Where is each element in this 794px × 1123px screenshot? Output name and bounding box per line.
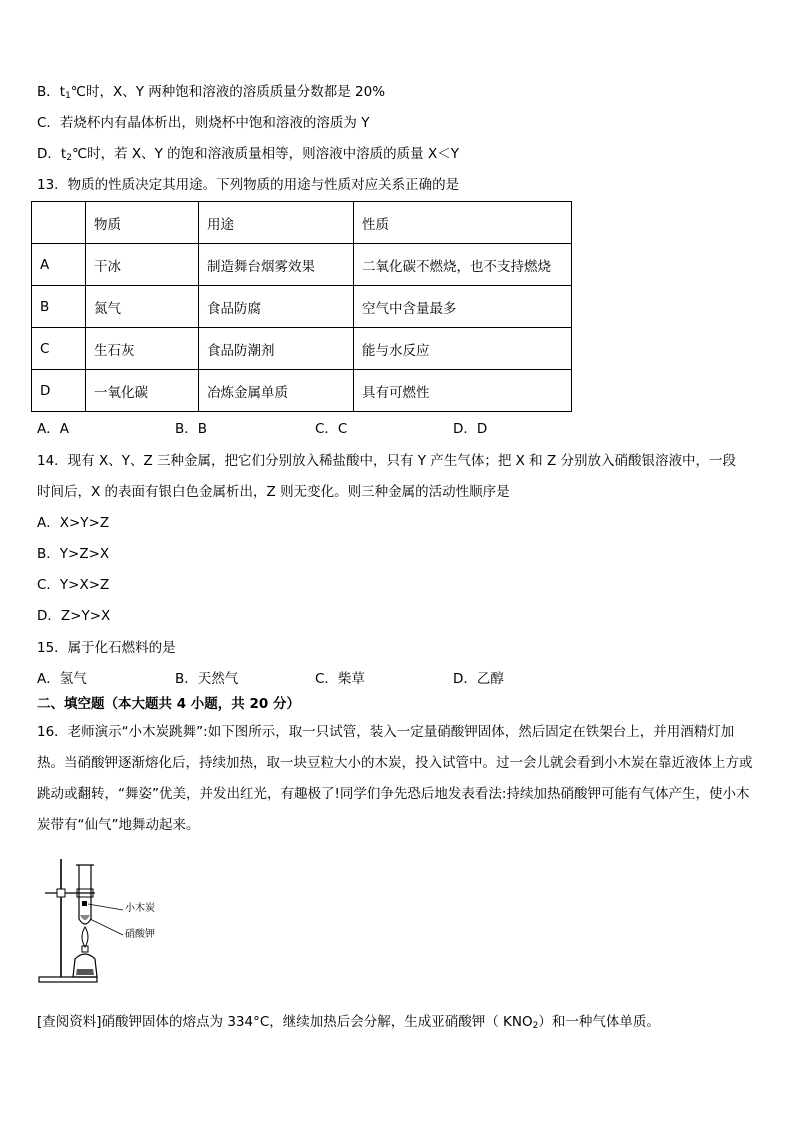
q16-info: [查阅资料]硝酸钾固体的熔点为 334°C，继续加热后会分解，生成亚硝酸钾（ $KNO_2$）和一种气体单质。 <box>37 1014 660 1031</box>
q14-stem-line1: 14．现有 X、Y、Z 三种金属，把它们分别放入稀盐酸中，只有 Y 产生气体；把 X 和 Z 分别放入硝酸银溶液中，一段 <box>37 453 736 469</box>
q13-option: C．C <box>315 421 348 437</box>
q14-option-c: C．Y>X>Z <box>37 577 110 593</box>
table-cell: 冶炼金属单质 <box>199 370 354 412</box>
q15-option: D．乙醇 <box>453 671 504 687</box>
q12-option-c: C．若烧杯内有晶体析出，则烧杯中饱和溶液的溶质为 Y <box>37 115 370 131</box>
q15-option: B．天然气 <box>175 671 239 687</box>
apparatus-figure <box>37 851 177 996</box>
table-cell: 生石灰 <box>86 328 199 370</box>
table-row <box>32 370 572 412</box>
table-row <box>32 244 572 286</box>
table-cell: 食品防潮剂 <box>199 328 354 370</box>
table-cell: 食品防腐 <box>199 286 354 328</box>
label-charcoal: 小木炭 <box>125 903 155 914</box>
label-kno3: 硝酸钾 <box>125 929 155 940</box>
table-cell: A <box>32 244 86 286</box>
table-row <box>32 328 572 370</box>
q16-paragraph: 16．老师演示“小木炭跳舞”:如下图所示，取一只试管，装入一定量硝酸钾固体，然后固定在铁架台上，并用酒精灯加热。当硝酸钾逐渐熔化后，持续加热，取一块豆粒大小的木炭，投入试管中。过一会儿就会看到小木炭在靠近液体上方或跳动或翻转，“舞姿”优美，并发出红光，有趣极了!同学们争先恐后地发表看法:持续加热硝酸钾可能有气体产生，使小木炭带有“仙气”地舞动起来。 <box>37 724 753 833</box>
q13-option: B．B <box>175 421 208 437</box>
table-cell: B <box>32 286 86 328</box>
q13-option: A．A <box>37 421 69 437</box>
q13-stem: 13．物质的性质决定其用途。下列物质的用途与性质对应关系正确的是 <box>37 177 460 193</box>
table-cell: 干冰 <box>86 244 199 286</box>
table-cell: D <box>32 370 86 412</box>
table-cell: 空气中含量最多 <box>354 286 572 328</box>
q13-table <box>31 201 572 412</box>
q14-option-d: D．Z>Y>X <box>37 608 111 624</box>
q15-option: C．柴草 <box>315 671 365 687</box>
q12-option-b: B．$t_1℃$时，X、Y 两种饱和溶液的溶质质量分数都是 20% <box>37 84 386 101</box>
table-cell: C <box>32 328 86 370</box>
table-cell: 具有可燃性 <box>354 370 572 412</box>
q14-stem-line2: 时间后，X 的表面有银白色金属析出，Z 则无变化。则三种金属的活动性顺序是 <box>37 484 510 500</box>
q15-options <box>37 669 504 689</box>
table-cell: 氮气 <box>86 286 199 328</box>
q13-options <box>37 419 487 439</box>
q12-option-d: D．$t_2℃$时，若 X、Y 的饱和溶液质量相等，则溶液中溶质的质量 X＜Y <box>37 146 459 163</box>
table-cell: 二氧化碳不燃烧，也不支持燃烧 <box>354 244 572 286</box>
table-cell: 制造舞台烟雾效果 <box>199 244 354 286</box>
table-row <box>32 286 572 328</box>
table-cell: 一氧化碳 <box>86 370 199 412</box>
table-header-row <box>32 202 572 244</box>
q15-option: A．氢气 <box>37 671 87 687</box>
table-header-cell: 用途 <box>199 202 354 244</box>
section-title: 二、填空题（本大题共 4 小题，共 20 分） <box>37 696 300 712</box>
q13-option: D．D <box>453 421 488 437</box>
table-cell: 能与水反应 <box>354 328 572 370</box>
q14-option-b: B．Y>Z>X <box>37 546 110 562</box>
apparatus-diagram <box>37 851 177 996</box>
table-header-cell: 物质 <box>86 202 199 244</box>
q15-stem: 15．属于化石燃料的是 <box>37 640 176 656</box>
q14-option-a: A．X>Y>Z <box>37 515 110 531</box>
table-header-cell: 性质 <box>354 202 572 244</box>
table-header-cell <box>32 202 86 244</box>
